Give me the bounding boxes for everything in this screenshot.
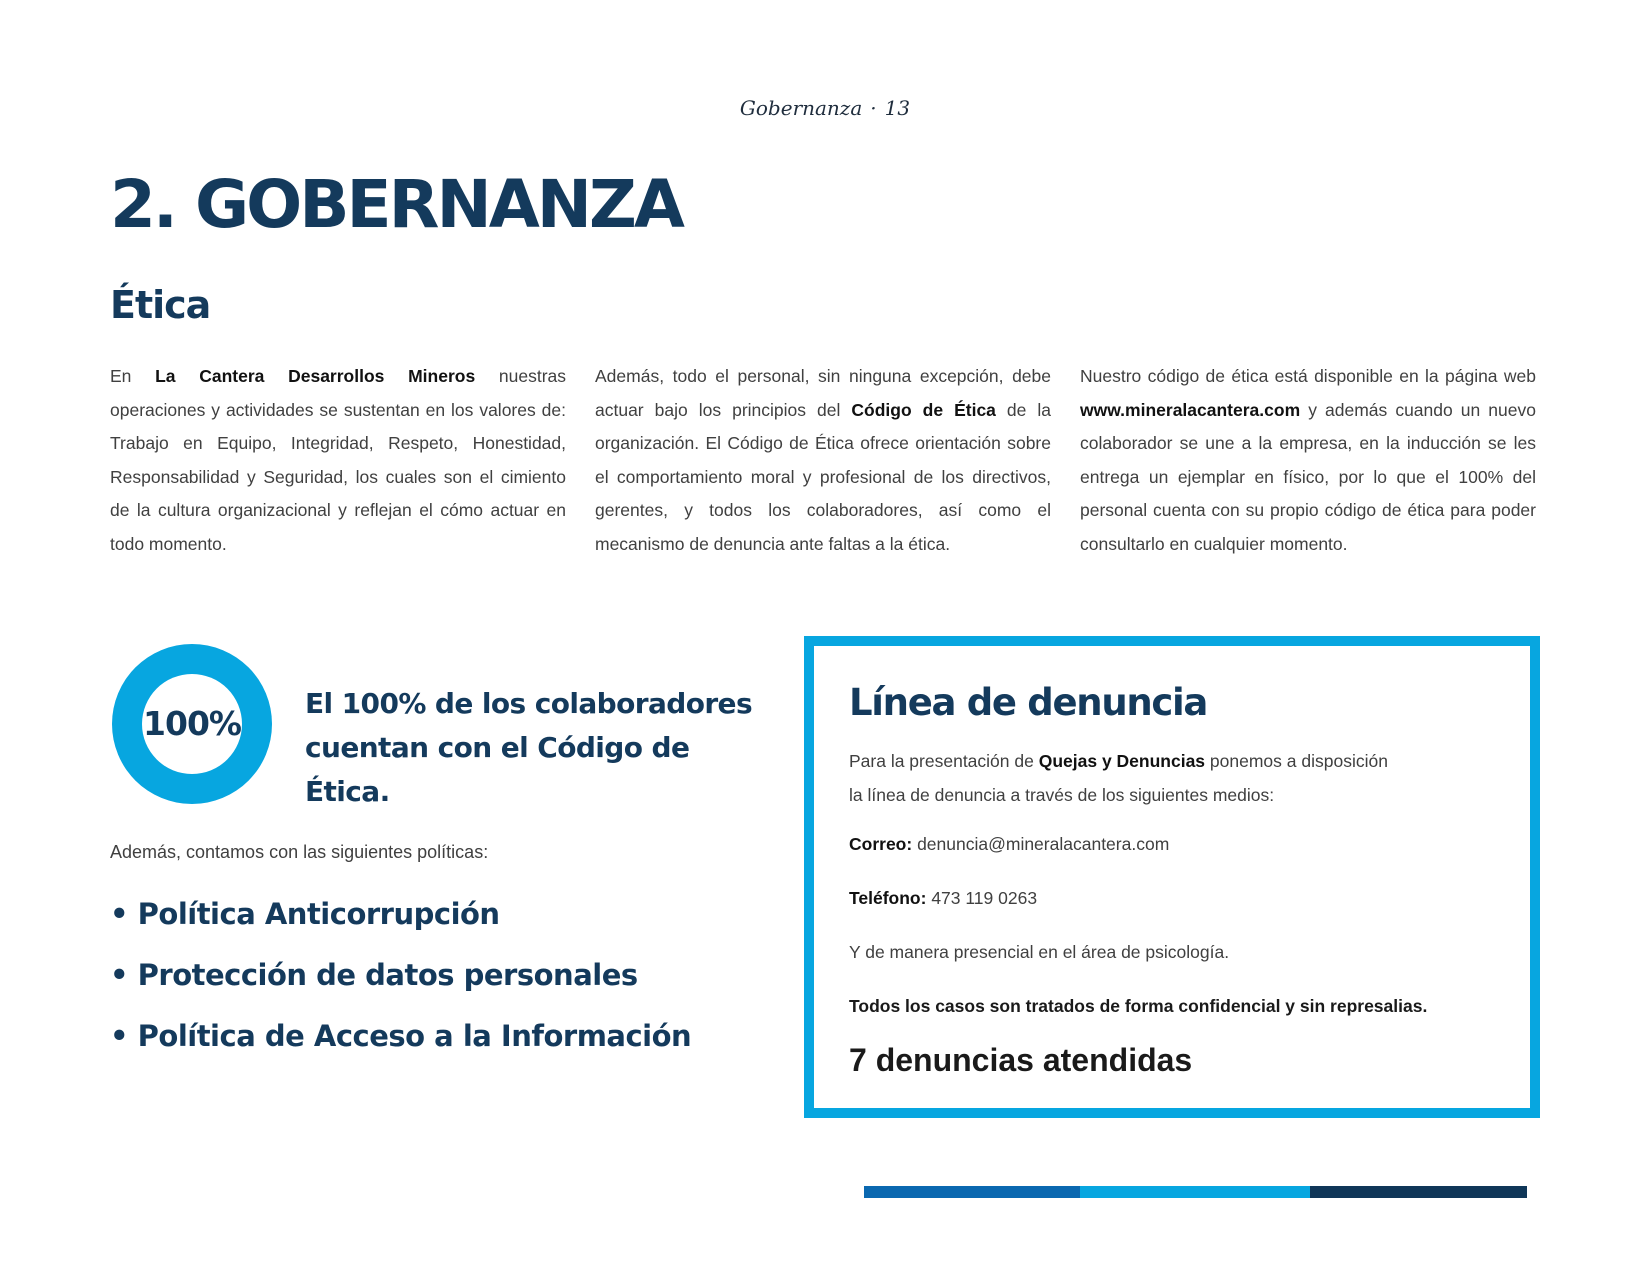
email-value: denuncia@mineralacantera.com [912, 834, 1170, 854]
page-number: 13 [884, 96, 911, 120]
header-section: Gobernanza [739, 96, 863, 120]
policies-intro: Además, contamos con las siguientes políticas: [110, 842, 489, 862]
policy-item: • Política de Acceso a la Información [110, 1006, 691, 1067]
section-title: 2. GOBERNANZA [110, 166, 682, 243]
col2-text-b: de la organización. El Código de Ética ofrece orientación sobre el comportamiento moral y profesional de los directivos, gerentes, y todos los colaboradores, así como el mecanismo de denuncia ante faltas a la ética. [595, 399, 1051, 554]
confidentiality-note: Todos los casos son tratados de forma confidencial y sin represalias. [849, 996, 1428, 1016]
intro-text-b: ponemos a disposición [1205, 751, 1388, 771]
in-person-line: Y de manera presencial en el área de psicología. [849, 942, 1230, 962]
phone-label: Teléfono: [849, 888, 927, 908]
intro-text-a: Para la presentación de [849, 751, 1039, 771]
intro-line-2: la línea de denuncia a través de los siguientes medios: [849, 785, 1275, 805]
body-column-3 [1080, 360, 1536, 561]
phone-value: 473 119 0263 [926, 888, 1038, 908]
percent-donut [112, 644, 272, 804]
phone-line [849, 888, 1037, 909]
header-separator: · [870, 96, 877, 120]
email-line [849, 834, 1169, 855]
stat-statement [305, 682, 775, 814]
col3-text-a: Nuestro código de ética está disponible en la página web [1080, 366, 1536, 386]
policy-item: • Política Anticorrupción [110, 884, 691, 945]
email-label: Correo: [849, 834, 913, 854]
policy-item: • Protección de datos personales [110, 945, 691, 1006]
stat-line-2: cuentan con el Código de Ética. [305, 731, 690, 808]
policy-list [110, 884, 691, 1067]
footer-bar-blue [864, 1186, 1080, 1198]
col3-text-b: y además cuando un nuevo colaborador se une a la empresa, en la inducción se les entrega un ejemplar en físico, por lo que el 100% del personal cuenta con su propio código de ética para poder consultarlo en cualquier momento. [1080, 399, 1536, 554]
donut-label: 100% [143, 704, 241, 743]
col1-company-name: La Cantera Desarrollos Mineros [155, 366, 476, 386]
complaints-count: 7 denuncias atendidas [849, 1042, 1193, 1078]
col2-text-a: Además, todo el personal, sin ninguna excepción, debe actuar bajo los principios del [595, 366, 1051, 420]
body-column-1 [110, 360, 566, 561]
footer-bar-navy [1310, 1186, 1527, 1198]
intro-bold: Quejas y Denuncias [1038, 751, 1206, 771]
footer-bar-cyan [1080, 1186, 1310, 1198]
col3-website: www.mineralacantera.com [1080, 399, 1301, 420]
col2-code-name: Código de Ética [851, 399, 996, 420]
subsection-title: Ética [110, 283, 211, 327]
complaint-box-title: Línea de denuncia [849, 681, 1208, 724]
col1-text-a: En [110, 366, 156, 386]
stat-line-1: El 100% de los colaboradores [305, 687, 753, 720]
complaint-box-intro [849, 744, 1489, 812]
complaint-line-box [804, 636, 1540, 1118]
body-column-2 [595, 360, 1051, 561]
col1-text-b: nuestras operaciones y actividades se sustentan en los valores de: Trabajo en Equipo, Integridad, Respeto, Honestidad, Responsabilidad y Seguridad, los cuales son el cimiento de la cultura organizacional y reflejan el cómo actuar en todo momento. [110, 366, 567, 554]
running-header [0, 96, 1650, 120]
